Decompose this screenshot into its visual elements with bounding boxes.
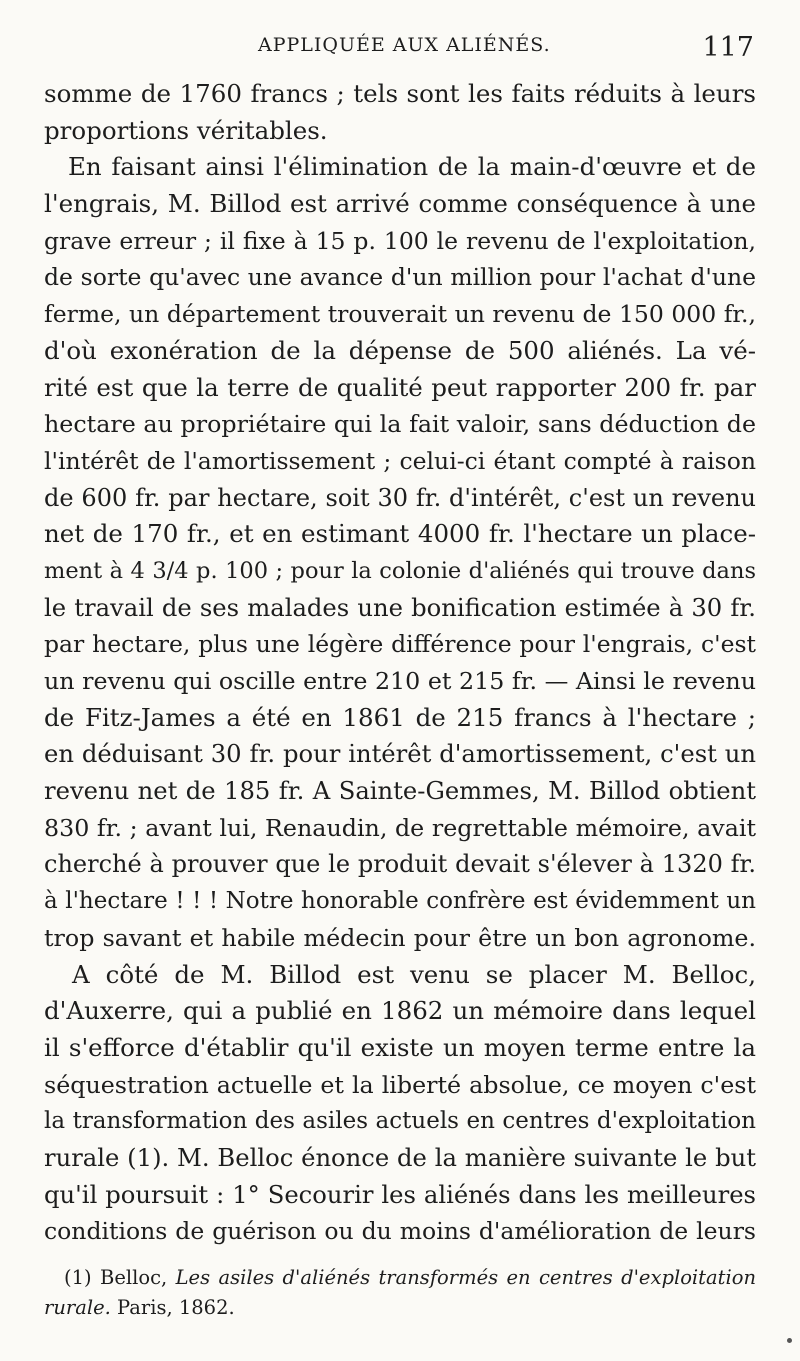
text-line: net de 170 fr., et en estimant 4000 fr. l'hectare un place- — [44, 519, 756, 549]
text-line: l'intérêt de l'amortissement ; celui-ci étant compté à raison — [44, 446, 756, 475]
text-line: ferme, un département trouverait un revenu de 150 000 fr., — [44, 300, 756, 329]
page-number: 117 — [702, 32, 754, 63]
text-line: qu'il poursuit : 1° Secourir les aliénés dans les meilleures — [44, 1179, 756, 1209]
text-line: ment à 4 3/4 p. 100 ; pour la colonie d'aliénés qui trouve dans — [44, 557, 756, 584]
text-line: proportions véritables. — [44, 115, 328, 145]
body-text — [44, 76, 756, 1250]
text-line: séquestration actuelle et la liberté absolue, ce moyen c'est — [44, 1070, 756, 1099]
text-line: revenu net de 185 fr. A Sainte-Gemmes, M. Billod obtient — [44, 776, 756, 806]
footnote-title-end: rurale. — [44, 1296, 111, 1319]
text-line: hectare au propriétaire qui la fait valoir, sans déduction de — [44, 410, 756, 439]
running-title: APPLIQUÉE AUX ALIÉNÉS. — [258, 34, 551, 56]
text-line: un revenu qui oscille entre 210 et 215 fr. — Ainsi le revenu — [44, 667, 756, 695]
text-line: par hectare, plus une légère différence pour l'engrais, c'est — [44, 630, 756, 659]
text-line: d'Auxerre, qui a publié en 1862 un mémoire dans lequel — [44, 996, 756, 1026]
text-line: somme de 1760 francs ; tels sont les faits réduits à leurs — [44, 79, 756, 108]
text-line: la transformation des asiles actuels en centres d'exploitation — [44, 1108, 756, 1135]
text-line: l'engrais, M. Billod est arrivé comme conséquence à une — [44, 189, 756, 219]
text-line: de 600 fr. par hectare, soit 30 fr. d'intérêt, c'est un revenu — [44, 483, 756, 512]
footnote-title: Les asiles d'aliénés transformés en centres d'exploitation — [175, 1266, 756, 1289]
paragraph-start-line: A côté de M. Billod est venu se placer M. Belloc, — [72, 959, 756, 989]
text-line: rité est que la terre de qualité peut rapporter 200 fr. par — [44, 372, 756, 402]
paragraph-start-line: En faisant ainsi l'élimination de la main-d'œuvre et de — [68, 152, 756, 182]
text-line: cherché à prouver que le produit devait s'élever à 1320 fr. — [44, 850, 756, 879]
text-line: de sorte qu'avec une avance d'un million pour l'achat d'une — [44, 263, 756, 292]
footnote-line — [44, 1293, 756, 1323]
footnote-imprint: Paris, 1862. — [117, 1296, 235, 1319]
text-line: grave erreur ; il fixe à 15 p. 100 le revenu de l'exploitation, — [44, 226, 756, 255]
text-line: en déduisant 30 fr. pour intérêt d'amortissement, c'est un — [44, 739, 756, 769]
text-line: rurale (1). M. Belloc énonce de la manière suivante le but — [44, 1142, 756, 1172]
text-line: conditions de guérison ou du moins d'amélioration de leurs — [44, 1217, 756, 1246]
text-line: d'où exonération de la dépense de 500 aliénés. La vé- — [44, 335, 756, 365]
footnote — [44, 1263, 756, 1323]
footnote-author: (1) Belloc, — [64, 1266, 168, 1289]
running-head — [0, 28, 800, 68]
text-line: de Fitz-James a été en 1861 de 215 francs à l'hectare ; — [44, 702, 756, 732]
text-line: trop savant et habile médecin pour être un bon agronome. — [44, 923, 756, 952]
footnote-line — [44, 1263, 756, 1293]
text-line: il s'efforce d'établir qu'il existe un moyen terme entre la — [44, 1032, 756, 1062]
text-line: le travail de ses malades une bonification estimée à 30 fr. — [44, 592, 756, 622]
ink-speck — [787, 1338, 792, 1343]
text-line: 830 fr. ; avant lui, Renaudin, de regrettable mémoire, avait — [44, 813, 756, 842]
text-line: à l'hectare ! ! ! Notre honorable confrère est évidemment un — [44, 888, 756, 915]
